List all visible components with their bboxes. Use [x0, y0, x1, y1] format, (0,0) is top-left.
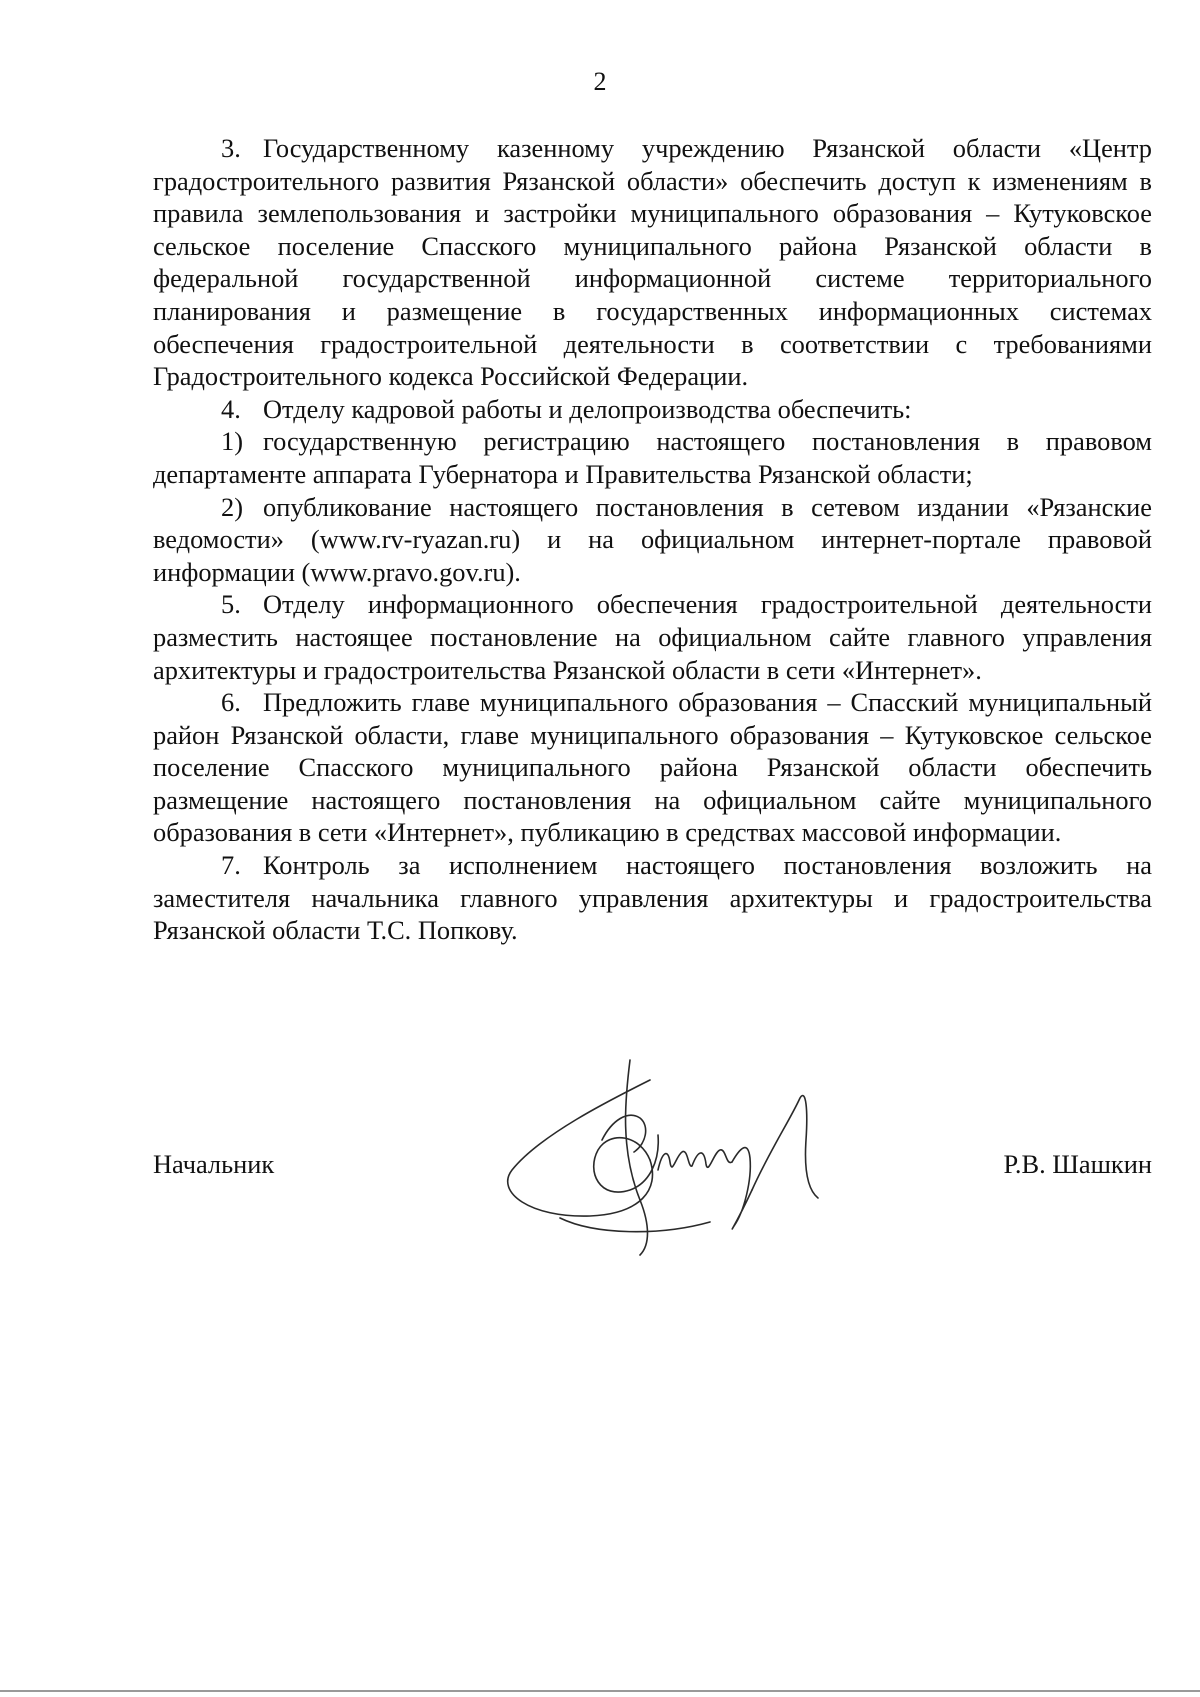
paragraph-number: 4. [221, 393, 241, 424]
paragraph-4-1 [153, 425, 1152, 490]
paragraph-number: 5. [221, 589, 241, 620]
paragraph-number: 6. [221, 687, 241, 718]
signatory-name: Р.В. Шашкин [1003, 1149, 1152, 1179]
paragraph-text: Государственному казенному учреждению Рязанской области «Центр градостроительного развития Рязанской области» обеспечить доступ к изменениям в правила землепользования и застройки муниципального образования – Кутуковское сельское поселение Спасского муниципального района Рязанской области в федеральной государственной информационной системе территориального планирования и размещение в государственных информационных системах обеспечения градостроительной деятельности в соответствии с требованиями Градостроительного кодекса Российской Федерации. [153, 133, 1152, 392]
paragraph-text: Предложить главе муниципального образования – Спасский муниципальный район Рязанской области, главе муниципального образования – Кутуковское сельское поселение Спасского муниципального района Рязанской области обеспечить размещение настоящего постановления на официальном сайте муниципального образования в сети «Интернет», публикацию в средствах массовой информации. [153, 687, 1152, 848]
paragraph-5 [153, 588, 1152, 686]
paragraph-number: 7. [221, 850, 241, 881]
paragraph-text: Отделу информационного обеспечения градостроительной деятельности разместить настоящее постановление на официальном сайте главного управления архитектуры и градостроительства Рязанской области в сети «Интернет». [153, 589, 1152, 685]
bottom-rule [0, 1690, 1200, 1692]
paragraph-number: 1) [221, 426, 243, 457]
paragraph-text: опубликование настоящего постановления в сетевом издании «Рязанские ведомости» (www.rv-ryazan.ru) и на официальном интернет-портале правовой информации (www.pravo.gov.ru). [153, 491, 1152, 587]
document-body [153, 132, 1152, 947]
paragraph-text: государственную регистрацию настоящего постановления в правовом департаменте аппарата Губернатора и Правительства Рязанской области; [153, 426, 1152, 489]
paragraph-3 [153, 132, 1152, 393]
paragraph-text: Отделу кадровой работы и делопроизводства обеспечить: [263, 393, 912, 424]
paragraph-number: 2) [221, 491, 243, 522]
paragraph-6 [153, 686, 1152, 849]
paragraph-4 [153, 393, 1152, 426]
paragraph-4-2 [153, 491, 1152, 589]
paragraph-text: Контроль за исполнением настоящего постановления возложить на заместителя начальника главного управления архитектуры и градостроительства Рязанской области Т.С. Попкову. [153, 850, 1152, 946]
signatory-position: Начальник [153, 1149, 275, 1179]
handwritten-signature-icon [500, 1040, 860, 1270]
paragraph-7 [153, 849, 1152, 947]
page-number: 2 [593, 67, 607, 96]
paragraph-number: 3. [221, 133, 241, 163]
